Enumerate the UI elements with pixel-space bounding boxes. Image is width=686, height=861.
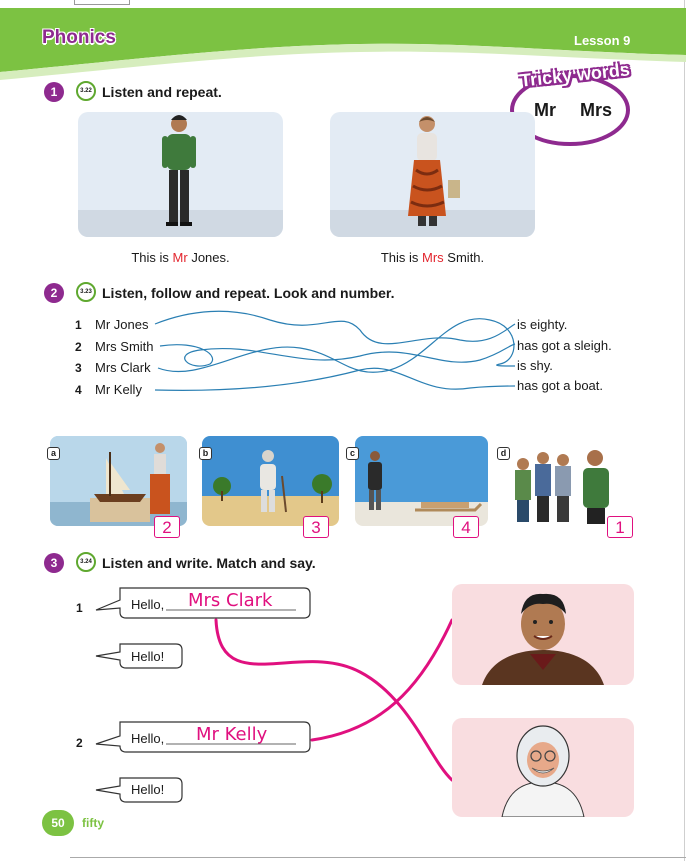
row-name: Mrs Clark xyxy=(95,360,151,375)
lesson-label: Lesson 9 xyxy=(574,33,631,48)
row-number: 4 xyxy=(75,383,82,397)
caption-text: This is xyxy=(131,250,173,265)
group-men-photo xyxy=(505,436,635,526)
picture-letter: a xyxy=(47,447,60,460)
row-predicate: has got a sleigh. xyxy=(517,338,612,353)
row-number: 2 xyxy=(75,340,82,354)
bubble-prompt: Hello, xyxy=(131,731,165,746)
boat-woman-photo xyxy=(50,436,187,526)
tricky-word: Mr xyxy=(534,100,556,120)
audio-track-icon[interactable]: 3.22 xyxy=(76,81,96,101)
young-man-portrait xyxy=(452,584,634,685)
answer-box[interactable]: 1 xyxy=(607,516,633,538)
row-number: 1 xyxy=(75,318,82,332)
bubble-prompt: Hello, xyxy=(131,597,165,612)
answer-box[interactable]: 2 xyxy=(154,516,180,538)
man-figure-illustration xyxy=(78,112,283,237)
page-number-word: fifty xyxy=(82,816,104,830)
picture-letter: d xyxy=(497,447,510,460)
row-number: 3 xyxy=(75,361,82,375)
exercise-number: 1 xyxy=(44,82,64,102)
item-number: 2 xyxy=(76,736,83,750)
audio-track-icon[interactable]: 3.23 xyxy=(76,282,96,302)
woman-figure-illustration xyxy=(330,112,535,237)
caption-highlight: Mr xyxy=(172,250,188,265)
picture-young-man xyxy=(452,584,634,685)
photo-d xyxy=(505,436,635,526)
picture-letter: c xyxy=(346,447,359,460)
answer-box[interactable]: 4 xyxy=(453,516,479,538)
tricky-word: Mrs xyxy=(580,100,613,120)
page-number-badge: 50 xyxy=(42,810,74,836)
exercise-instruction: Listen and write. Match and say. xyxy=(102,555,316,571)
caption-text: Jones. xyxy=(187,250,230,265)
row-predicate: has got a boat. xyxy=(517,378,604,393)
exercise-instruction: Listen and repeat. xyxy=(102,84,222,100)
row-name: Mr Jones xyxy=(95,317,149,332)
exercise-instruction: Listen, follow and repeat. Look and number. xyxy=(102,285,395,301)
old-man-hooded-portrait xyxy=(452,718,634,817)
tangled-lines xyxy=(0,300,686,410)
answer-box[interactable]: 3 xyxy=(303,516,329,538)
exercise-number: 2 xyxy=(44,283,64,303)
exercise-number: 3 xyxy=(44,553,64,573)
picture-mrs-smith xyxy=(330,112,535,237)
handwritten-answer[interactable]: Mr Kelly xyxy=(196,724,268,745)
bottom-rule xyxy=(70,857,686,858)
row-predicate: is eighty. xyxy=(517,317,568,332)
picture-mr-jones xyxy=(78,112,283,237)
caption-text: Smith. xyxy=(443,250,485,265)
picture-old-man xyxy=(452,718,634,817)
item-number: 1 xyxy=(76,601,83,615)
caption-text: This is xyxy=(380,250,423,265)
audio-track-icon[interactable]: 3.24 xyxy=(76,552,96,572)
photo-c xyxy=(355,436,488,526)
picture-letter: b xyxy=(199,447,212,460)
tricky-words-title: Tricky words xyxy=(519,59,631,91)
photo-b xyxy=(202,436,339,526)
bubble-reply: Hello! xyxy=(131,649,165,664)
caption-mr-jones xyxy=(78,250,283,265)
bubble-reply: Hello! xyxy=(131,782,165,797)
sleigh-man-photo xyxy=(355,436,488,526)
section-title: Phonics xyxy=(42,27,116,48)
row-name: Mrs Smith xyxy=(95,339,154,354)
caption-highlight: Mrs xyxy=(422,250,444,265)
caption-mrs-smith xyxy=(330,250,535,265)
photo-a xyxy=(50,436,187,526)
row-name: Mr Kelly xyxy=(95,382,142,397)
handwritten-answer[interactable]: Mrs Clark xyxy=(188,590,273,611)
old-man-desert-photo xyxy=(202,436,339,526)
row-predicate: is shy. xyxy=(517,358,553,373)
